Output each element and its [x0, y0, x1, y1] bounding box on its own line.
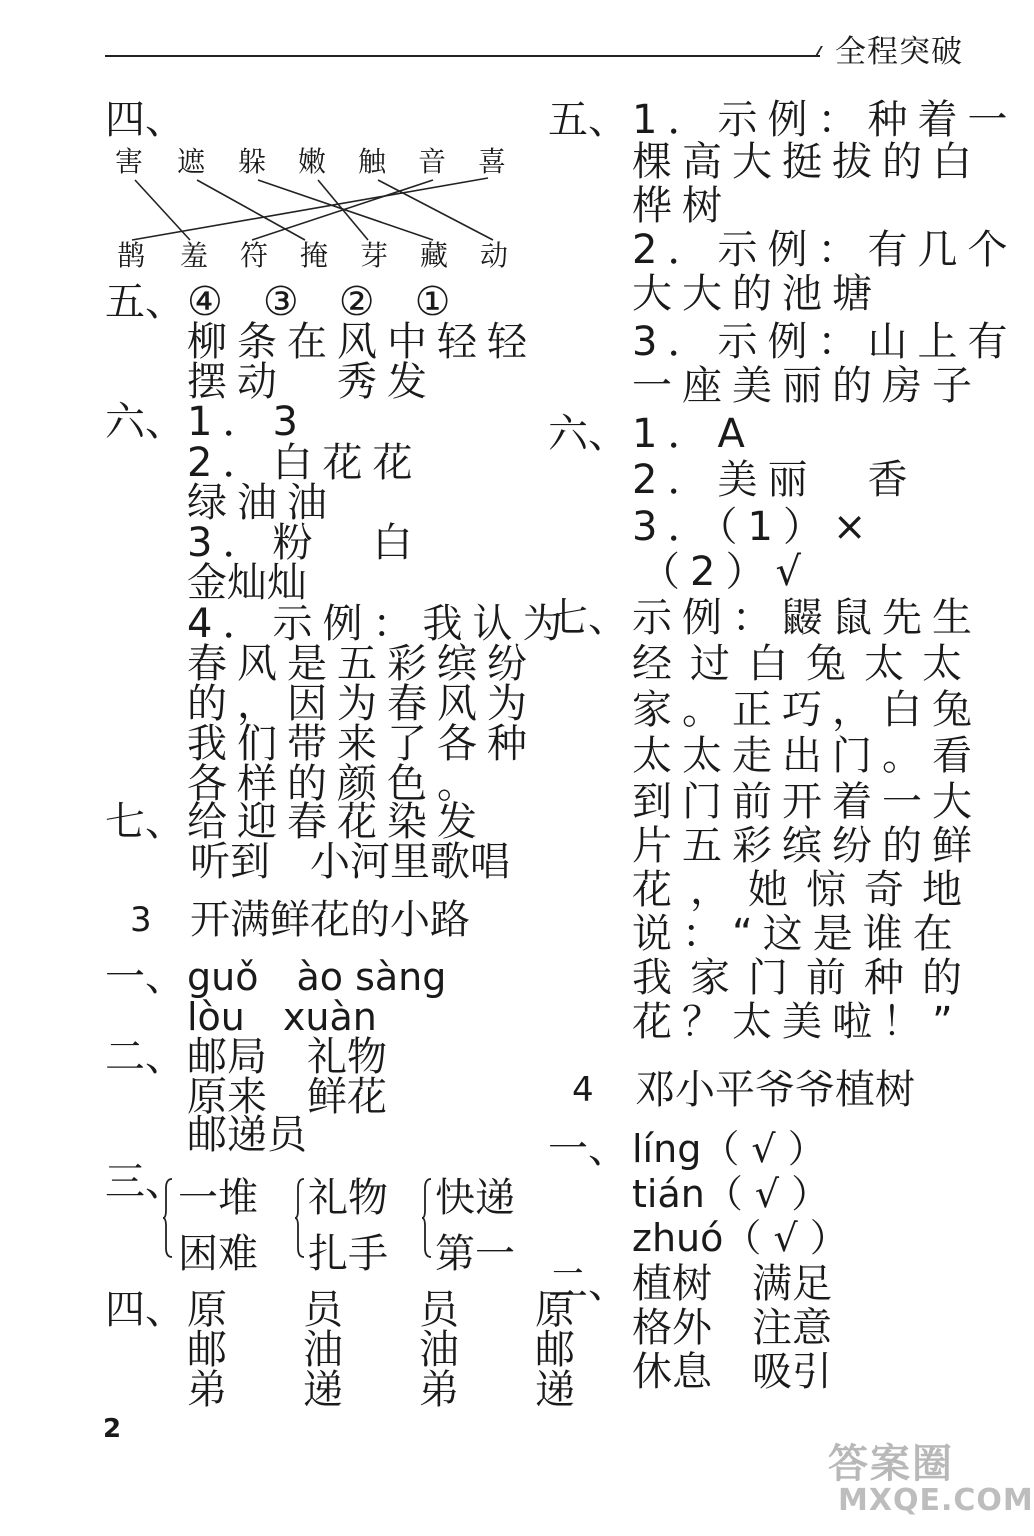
answer-line: 各样的颜色。: [187, 761, 487, 807]
answer-line: 4．示例：我认为: [187, 601, 573, 647]
pinyin-line: tián（ √ ）: [632, 1172, 830, 1216]
answer-line: 的，因为春风为: [187, 681, 537, 727]
answer-line: 到门前开着一大: [632, 779, 982, 825]
answer-line: 格外 注意: [632, 1305, 832, 1351]
word-group-item: 一堆: [178, 1175, 258, 1221]
answer-line: 我们带来了各种: [187, 721, 537, 767]
answer-line: 2．美丽 香: [632, 457, 918, 503]
answer-line: 绿油油: [187, 480, 337, 526]
answer-line: 家。正巧，白兔: [632, 687, 982, 733]
l4-section-2-label: 二、: [548, 1261, 628, 1307]
l3-section-4-label: 四、: [105, 1287, 185, 1333]
match-top-word: 躲: [238, 145, 267, 178]
answer-line: 一座美丽的房子: [632, 363, 982, 409]
answer-line: 植树 满足: [632, 1261, 832, 1307]
answer-line: 邮递员: [187, 1112, 307, 1158]
answer-line: 棵高大挺拔的白: [632, 139, 982, 185]
left-section-5-label: 五、: [105, 279, 185, 325]
right-section-5-label: 五、: [548, 97, 628, 143]
word-group-item: 扎手: [308, 1231, 388, 1277]
answer-line: 摆动 秀发: [187, 359, 437, 405]
answer-line: 太太走出门。看: [632, 733, 982, 779]
answer-line: 花，她惊奇地: [632, 867, 980, 913]
answer-line: 经过白兔太太: [632, 641, 980, 687]
answer-line: 说：“这是谁在: [632, 911, 963, 957]
lesson-title: 邓小平爷爷植树: [635, 1067, 915, 1113]
right-section-6-label: 六、: [548, 411, 628, 457]
match-bottom-word: 掩: [300, 239, 329, 272]
watermark-logo: 答案圈: [828, 1441, 954, 1487]
brace: [422, 1178, 432, 1258]
left-section-6-label: 六、: [105, 399, 185, 445]
left-section-7-label: 七、: [105, 799, 185, 845]
answer-line: 邮 油 油 邮: [187, 1327, 593, 1373]
pinyin-line: líng（ √ ）: [632, 1127, 826, 1171]
match-line: [378, 180, 493, 240]
answer-line: 弟 递 弟 递: [187, 1367, 593, 1413]
word-group-item: 困难: [178, 1231, 258, 1277]
pinyin-line: zhuó（ √ ）: [632, 1216, 848, 1260]
answer-line: 3．粉 白: [187, 520, 423, 566]
answer-line: 3．（1）×: [632, 504, 877, 550]
page-number: 2: [103, 1414, 122, 1444]
answer-line: 休息 吸引: [632, 1349, 832, 1395]
match-top-word: 遮: [177, 145, 206, 178]
answer-line: 1．A: [632, 411, 755, 457]
answer-line: 3．示例：山上有: [632, 319, 1018, 365]
answer-line: 花？太美啦！”: [632, 999, 963, 1045]
match-bottom-word: 符: [240, 239, 269, 272]
pinyin-line: guǒ ào sàng: [187, 955, 447, 999]
word-group-item: 第一: [435, 1231, 515, 1277]
answer-line: 示例：鼹鼠先生: [632, 595, 982, 641]
match-bottom-word: 动: [480, 239, 509, 272]
brand-title: 全程突破: [835, 34, 963, 70]
order-numbers: ④ ③ ② ①: [187, 279, 451, 325]
match-top-word: 喜: [478, 145, 507, 178]
match-bottom-word: 芽: [360, 239, 389, 272]
brace: [295, 1178, 305, 1258]
answer-line: 柳条在风中轻轻: [187, 319, 537, 365]
answer-line: （2）√: [640, 549, 811, 595]
match-bottom-word: 鹊: [117, 239, 146, 272]
match-top-word: 音: [418, 145, 447, 178]
answer-line: 听到 小河里歌唱: [190, 839, 510, 885]
match-top-word: 嫩: [298, 145, 327, 178]
match-top-word: 触: [358, 145, 387, 178]
answer-line: 2．白花花: [187, 440, 423, 486]
match-bottom-word: 藏: [420, 239, 449, 272]
answer-line: 原来 鲜花: [187, 1074, 387, 1120]
word-group-item: 快递: [435, 1175, 515, 1221]
answer-line: 春风是五彩缤纷: [187, 641, 537, 687]
brace: [163, 1178, 173, 1258]
answer-line: 1．3: [187, 399, 308, 445]
lesson-title: 开满鲜花的小路: [190, 897, 470, 943]
l3-section-1-label: 一、: [105, 954, 185, 1000]
left-section-4-label: 四、: [105, 97, 185, 143]
answer-line: 大大的池塘: [632, 271, 882, 317]
right-section-7-label: 七、: [548, 595, 628, 641]
answer-line: 片五彩缤纷的鲜: [632, 823, 982, 869]
answer-line: 金灿灿: [187, 560, 307, 606]
match-bottom-word: 羞: [180, 239, 209, 272]
match-top-word: 害: [115, 145, 144, 178]
lesson-number: 4: [572, 1070, 594, 1110]
lesson-number: 3: [130, 900, 152, 940]
answer-line: 邮局 礼物: [187, 1034, 387, 1080]
answer-line: 我家门前种的: [632, 955, 980, 1001]
l4-section-1-label: 一、: [548, 1126, 628, 1172]
pinyin-line: lòu xuàn: [187, 995, 377, 1039]
l3-section-3-label: 三、: [105, 1159, 185, 1205]
answer-line: 原 员 员 原: [187, 1287, 593, 1333]
answer-line: 桦树: [632, 183, 732, 229]
l3-section-2-label: 二、: [105, 1034, 185, 1080]
match-line: [197, 180, 305, 240]
answer-line: 1．示例：种着一: [632, 97, 1018, 143]
answer-line: 给迎春花染发: [187, 799, 487, 845]
word-group-item: 礼物: [308, 1175, 388, 1221]
watermark-url: MXQE.COM: [838, 1483, 1034, 1518]
answer-line: 2．示例：有几个: [632, 227, 1018, 273]
